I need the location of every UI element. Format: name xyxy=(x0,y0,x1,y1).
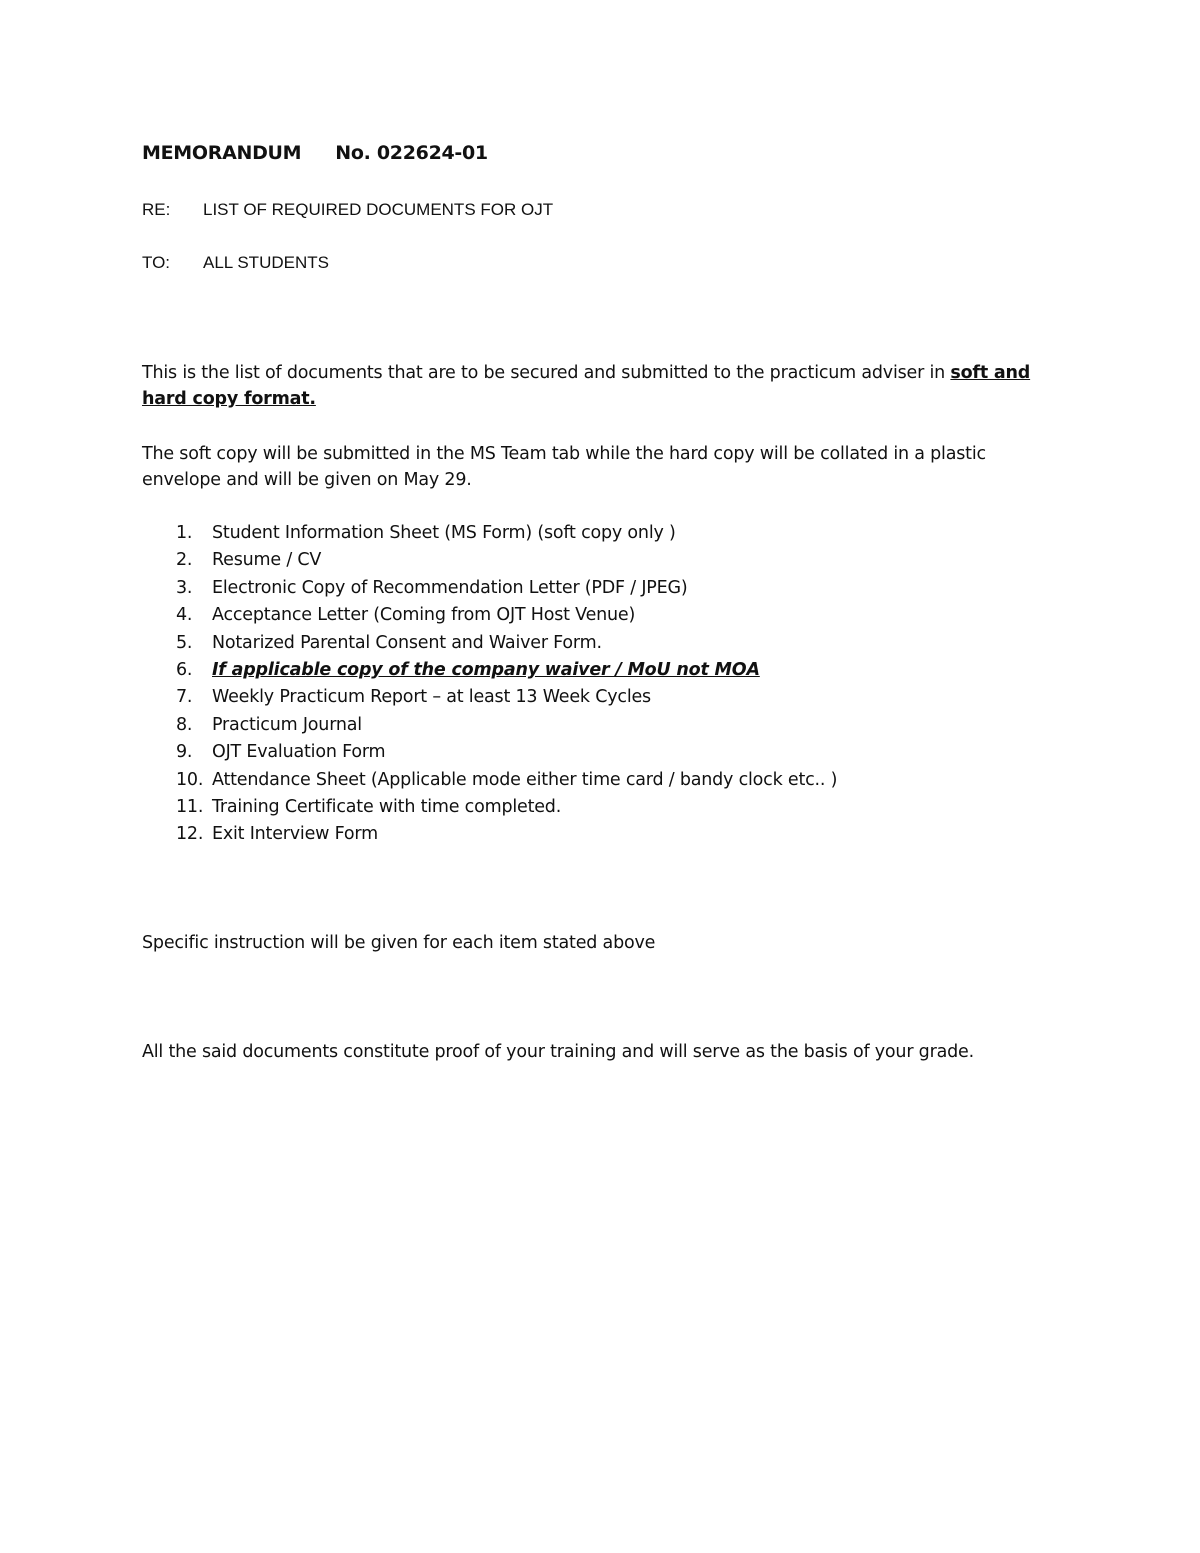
list-item-text: OJT Evaluation Form xyxy=(212,742,386,763)
list-item xyxy=(142,630,837,657)
re-value: LIST OF REQUIRED DOCUMENTS FOR OJT xyxy=(203,200,554,219)
list-item-text: Weekly Practicum Report – at least 13 Week Cycles xyxy=(212,687,651,708)
list-item-number: 8. xyxy=(176,714,193,735)
instruction-paragraph: Specific instruction will be given for each item stated above xyxy=(142,933,656,953)
list-item-text: Student Information Sheet (MS Form) (soft copy only ) xyxy=(212,523,676,543)
list-item xyxy=(142,520,837,547)
memo-number: No. 022624-01 xyxy=(335,142,488,164)
list-item-number: 10. xyxy=(176,769,204,790)
list-item xyxy=(142,575,837,602)
list-item-number: 12. xyxy=(176,824,204,845)
memo-header xyxy=(142,142,488,164)
list-item-number: 9. xyxy=(176,742,193,763)
to-label: TO: xyxy=(142,253,171,272)
list-item-text: If applicable copy of the company waiver / MoU not MOA xyxy=(212,659,760,680)
memo-title: MEMORANDUM xyxy=(142,142,302,164)
documents-list xyxy=(142,520,837,849)
re-line xyxy=(142,200,553,220)
list-item-text: Electronic Copy of Recommendation Letter (PDF / JPEG) xyxy=(212,577,688,598)
list-item xyxy=(142,602,837,629)
list-item xyxy=(142,657,837,684)
list-item xyxy=(142,794,837,821)
list-item-number: 11. xyxy=(176,796,204,817)
to-line xyxy=(142,253,329,273)
list-item-text: Acceptance Letter (Coming from OJT Host Venue) xyxy=(212,605,636,626)
intro-paragraph xyxy=(142,360,1062,412)
list-item-number: 1. xyxy=(176,523,193,543)
softcopy-paragraph: The soft copy will be submitted in the MS Team tab while the hard copy will be collated in a plastic envelope and will be given on May 29. xyxy=(142,444,986,490)
list-item-text: Exit Interview Form xyxy=(212,824,378,845)
re-label: RE: xyxy=(142,200,171,219)
list-item-number: 2. xyxy=(176,550,193,571)
list-item-text: Attendance Sheet (Applicable mode either time card / bandy clock etc.. ) xyxy=(212,769,838,790)
list-item xyxy=(142,684,837,711)
list-item-text: Training Certificate with time completed. xyxy=(212,796,562,817)
closing-paragraph: All the said documents constitute proof of your training and will serve as the basis of your grade. xyxy=(142,1042,974,1062)
intro-emphasis: soft and hard copy format. xyxy=(142,363,1031,409)
list-item-number: 6. xyxy=(176,659,193,680)
list-item xyxy=(142,767,837,794)
list-item-text: Notarized Parental Consent and Waiver Form. xyxy=(212,632,602,653)
list-item-number: 7. xyxy=(176,687,193,708)
list-item xyxy=(142,821,837,848)
list-item-text: Resume / CV xyxy=(212,550,322,571)
list-item xyxy=(142,712,837,739)
list-item-number: 3. xyxy=(176,577,193,598)
to-value: ALL STUDENTS xyxy=(203,253,329,272)
intro-text: This is the list of documents that are to be secured and submitted to the practicum adviser in xyxy=(142,363,951,383)
list-item-number: 4. xyxy=(176,605,193,626)
list-item xyxy=(142,547,837,574)
list-item-text: Practicum Journal xyxy=(212,714,362,735)
list-item xyxy=(142,739,837,766)
list-item-number: 5. xyxy=(176,632,193,653)
